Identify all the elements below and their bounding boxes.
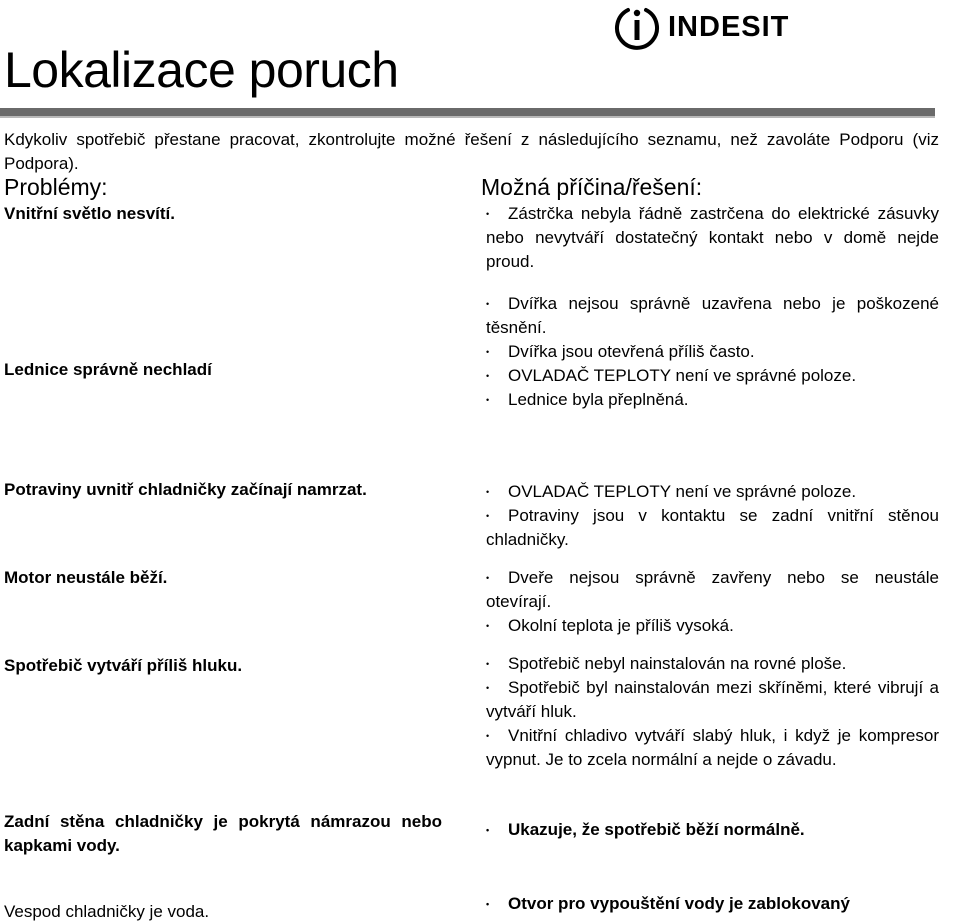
brand-name: INDESIT <box>668 11 790 43</box>
solution-item: • Dvířka jsou otevřená příliš často. <box>486 340 939 364</box>
solution-item: • Zástrčka nebyla řádně zastrčena do elektrické zásuvky nebo nevytváří dostatečný kontakt nebo v domě nejde proud. <box>486 204 939 271</box>
brand-logo <box>612 4 790 52</box>
header-divider <box>0 108 935 116</box>
solution-item: • Okolní teplota je příliš vysoká. <box>486 614 939 638</box>
bullet-icon: • <box>486 731 490 741</box>
header-divider-shadow <box>0 116 935 118</box>
solution-item: • Potraviny jsou v kontaktu se zadní vnitřní stěnou chladničky. <box>486 506 939 549</box>
indesit-logo-icon <box>612 4 662 52</box>
solution-item: • Dvířka nejsou správně uzavřena nebo je poškozené těsnění. <box>486 294 939 337</box>
solution-item: • Spotřebič byl nainstalován mezi skříněmi, které vibrují a vytváří hluk. <box>486 678 939 721</box>
problem-label: Zadní stěna chladničky je pokrytá námrazou nebo kapkami vody. <box>4 812 442 855</box>
bullet-icon: • <box>486 487 490 497</box>
problem-label: Spotřebič vytváří příliš hluku. <box>4 656 243 675</box>
bullet-icon: • <box>486 209 490 219</box>
bullet-icon: • <box>486 511 490 521</box>
bullet-icon: • <box>486 825 490 835</box>
solution-item: • Vnitřní chladivo vytváří slabý hluk, i když je kompresor vypnut. Je to zcela normální a nejde o závadu. <box>486 726 939 769</box>
bullet-icon: • <box>486 395 490 405</box>
bullet-icon: • <box>486 299 490 309</box>
bullet-icon: • <box>486 621 490 631</box>
page-title: Lokalizace poruch <box>4 42 399 98</box>
bullet-icon: • <box>486 899 490 909</box>
intro-text: Kdykoliv spotřebič přestane pracovat, zkontrolujte možné řešení z následujícího seznamu, než zavoláte Podporu (viz Podpora). <box>4 130 939 173</box>
solution-item: • Ukazuje, že spotřebič běží normálně. <box>486 818 939 842</box>
solution-item: • Lednice byla přeplněná. <box>486 388 939 412</box>
problem-label: Motor neustále běží. <box>4 568 168 587</box>
solution-item: • Spotřebič nebyl nainstalován na rovné ploše. <box>486 652 939 676</box>
bullet-icon: • <box>486 683 490 693</box>
problem-label: Lednice správně nechladí <box>4 360 212 379</box>
problem-label: Vespod chladničky je voda. <box>4 902 210 921</box>
bullet-icon: • <box>486 347 490 357</box>
solution-list <box>486 202 939 274</box>
problems-heading: Problémy: <box>4 174 108 200</box>
bullet-icon: • <box>486 659 490 669</box>
problem-label: Potraviny uvnitř chladničky začínají namrzat. <box>4 480 367 499</box>
solution-list <box>486 292 939 412</box>
solution-item: • Otvor pro vypouštění vody je zablokovaný <box>486 892 939 916</box>
bullet-icon: • <box>486 573 490 583</box>
solution-item: • OVLADAČ TEPLOTY není ve správné poloze. <box>486 364 939 388</box>
solutions-heading: Možná příčina/řešení: <box>481 174 703 200</box>
bullet-icon: • <box>486 371 490 381</box>
solution-item: • Dveře nejsou správně zavřeny nebo se neustále otevírají. <box>486 568 939 611</box>
solution-list <box>486 818 939 842</box>
solution-list <box>486 566 939 638</box>
solution-item: • OVLADAČ TEPLOTY není ve správné poloze. <box>486 480 939 504</box>
problem-label: Vnitřní světlo nesvítí. <box>4 204 175 223</box>
solution-list <box>486 480 939 552</box>
solution-list <box>486 652 939 772</box>
solution-list <box>486 892 939 916</box>
